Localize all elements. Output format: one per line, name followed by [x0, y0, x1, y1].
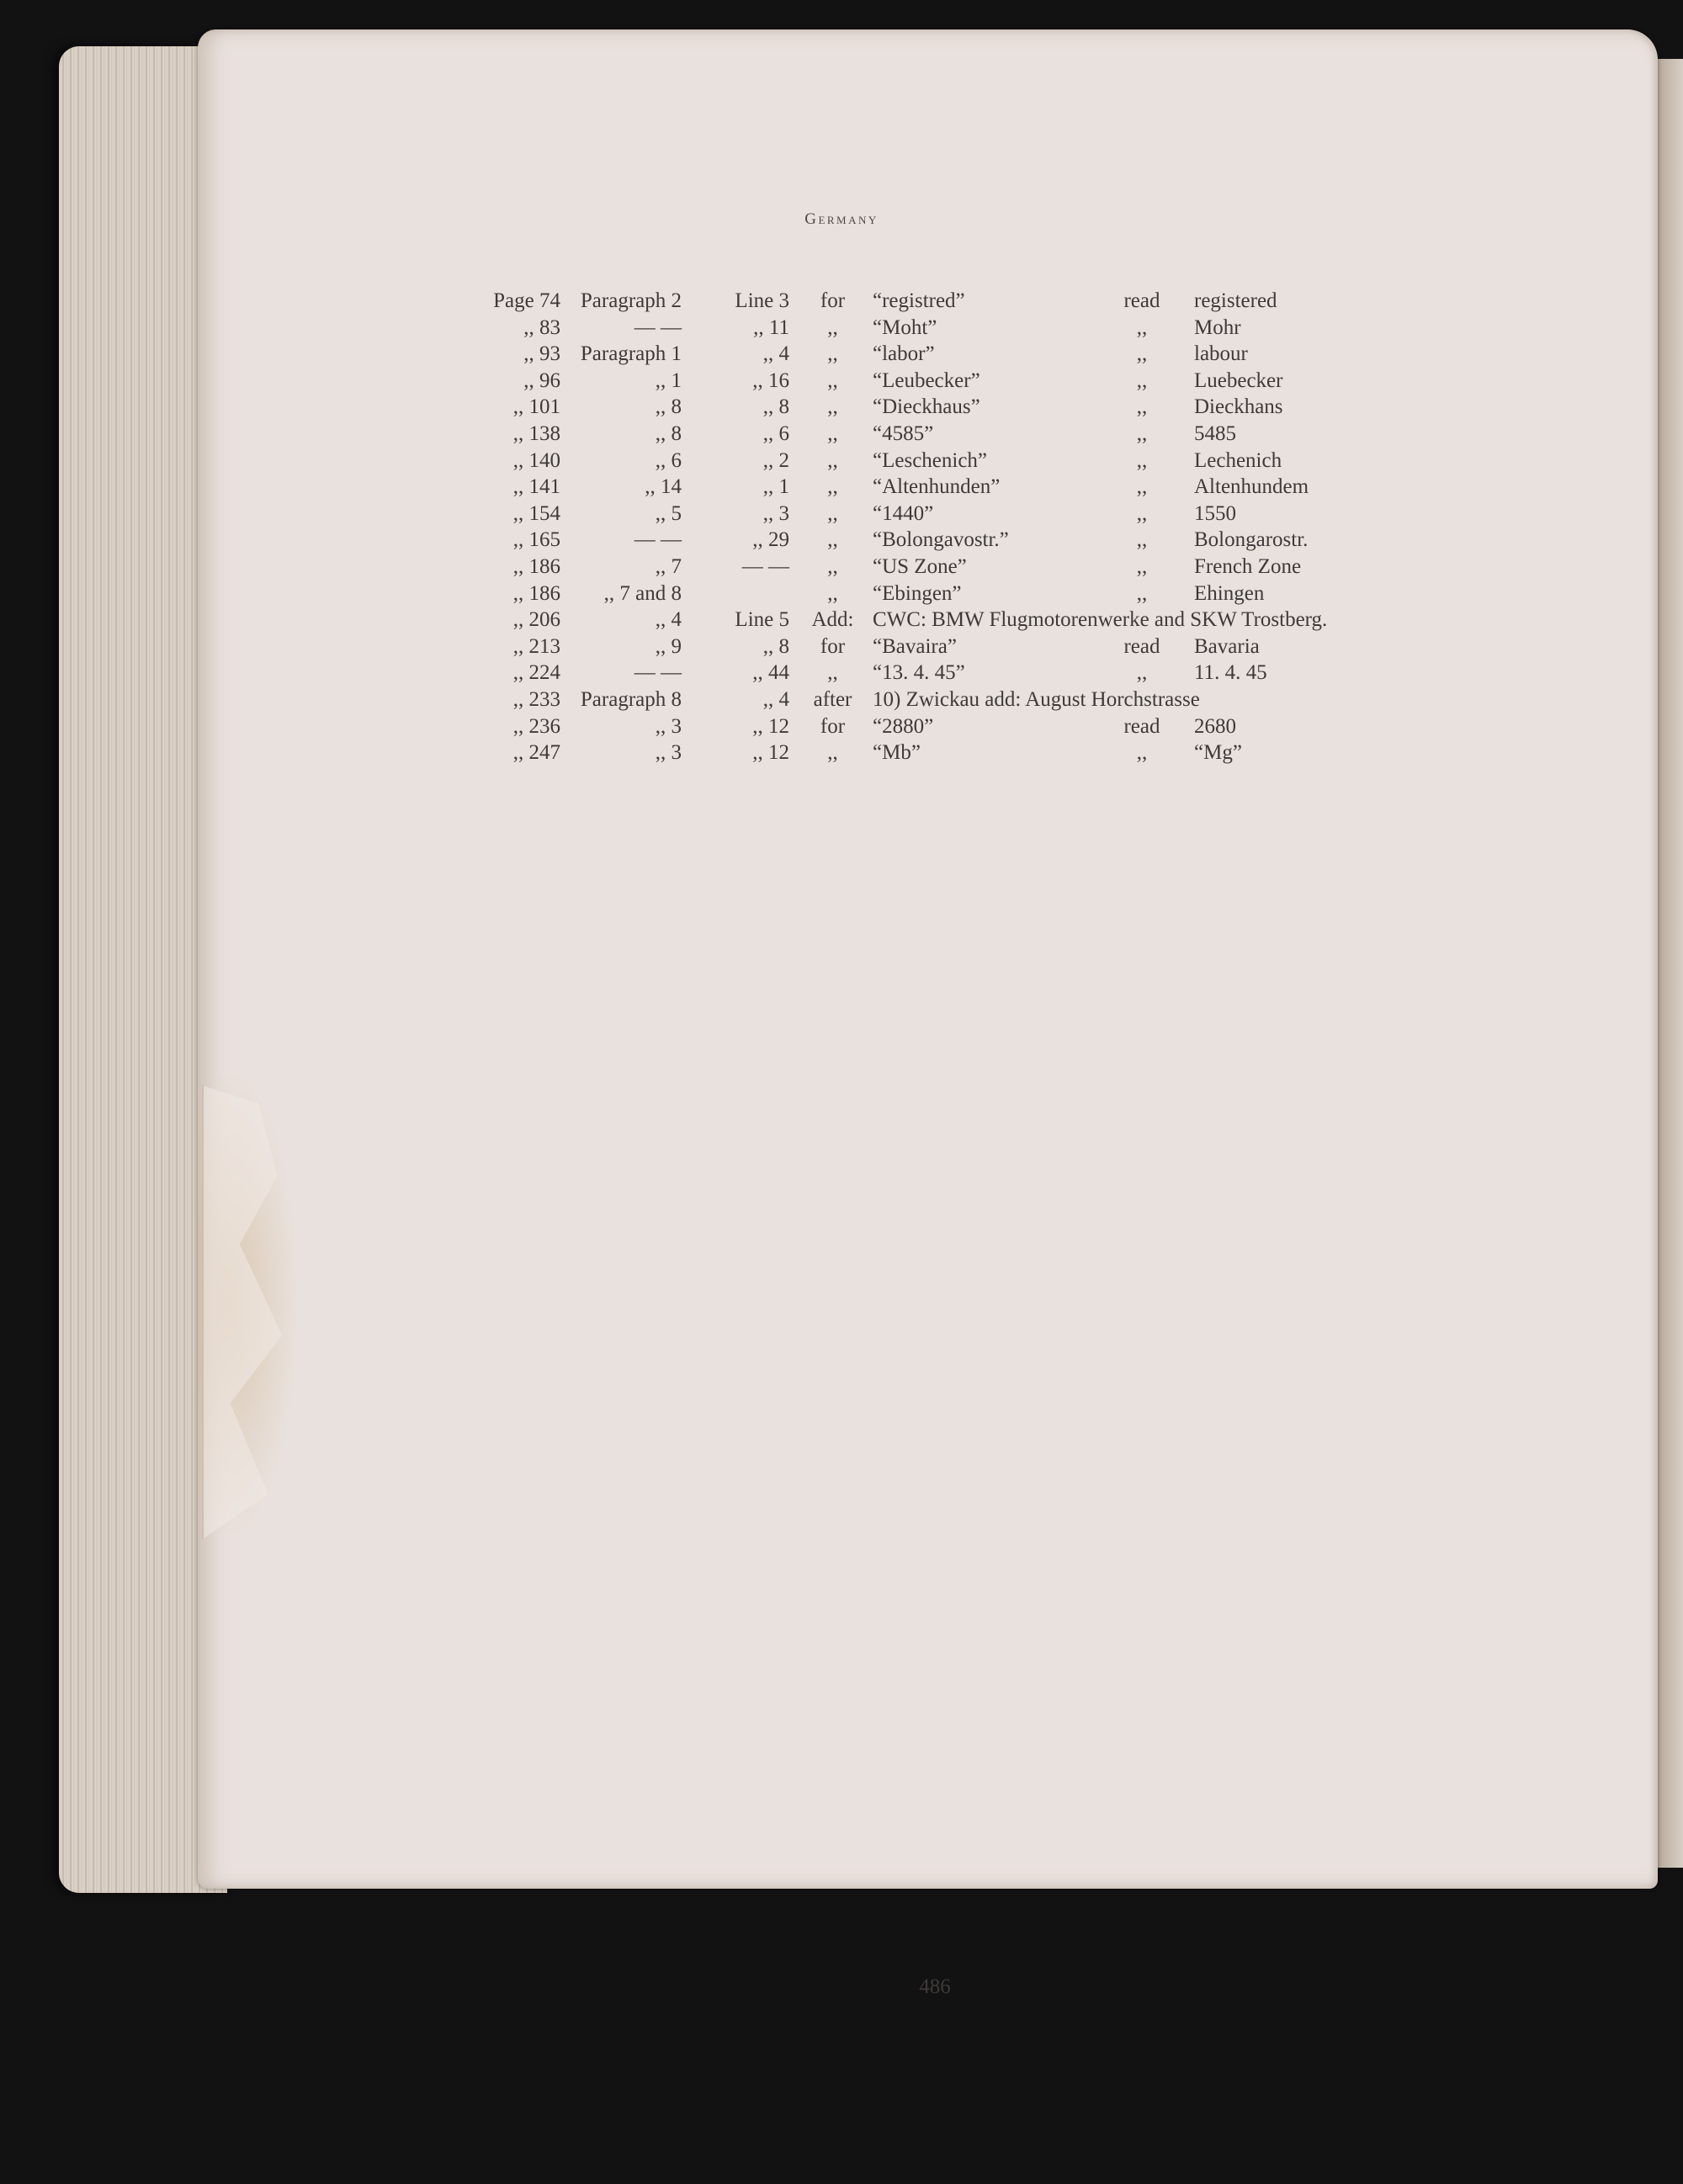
errata-line-ref: ,, 12 [752, 741, 789, 765]
running-header: Germany [804, 210, 879, 228]
errata-operation: ,, [827, 342, 838, 366]
errata-line-ref: ,, 12 [752, 714, 789, 738]
errata-incorrect-text: “1440” [873, 501, 934, 525]
errata-note: 10) Zwickau add: August Horchstrasse [873, 687, 1200, 711]
errata-line-ref: ,, 8 [762, 395, 789, 419]
errata-incorrect-text: “Moht” [873, 315, 937, 339]
errata-row [468, 739, 1327, 766]
errata-row [468, 713, 1327, 740]
errata-correct-text: Luebecker [1194, 368, 1283, 392]
errata-incorrect-text: “Leschenich” [873, 448, 988, 472]
errata-operation: ,, [827, 475, 838, 499]
errata-paragraph-ref: ,, 7 and 8 [603, 581, 682, 605]
errata-page-ref: ,, 186 [512, 554, 560, 578]
errata-paragraph-ref: — — [634, 528, 682, 552]
errata-page-ref: ,, 206 [512, 608, 560, 632]
errata-incorrect-text: “Ebingen” [873, 581, 962, 605]
errata-paragraph-ref: ,, 3 [655, 741, 682, 765]
errata-operation: ,, [827, 501, 838, 525]
errata-operation: ,, [827, 581, 838, 605]
errata-row [468, 315, 1327, 342]
errata-line-ref: ,, 4 [762, 342, 789, 366]
errata-row [468, 554, 1327, 580]
errata-row [468, 580, 1327, 607]
errata-note: CWC: BMW Flugmotorenwerke and SKW Trostberg. [873, 608, 1328, 632]
errata-paragraph-ref: ,, 1 [655, 368, 682, 392]
errata-read-word: ,, [1136, 395, 1148, 419]
errata-read-word: ,, [1136, 421, 1148, 445]
errata-row [468, 394, 1327, 421]
errata-operation: ,, [827, 315, 838, 339]
errata-page-ref: ,, 83 [523, 315, 560, 339]
errata-line-ref: ,, 11 [753, 315, 789, 339]
errata-operation: ,, [827, 554, 838, 578]
errata-correct-text: French Zone [1194, 554, 1302, 578]
errata-page-ref: ,, 138 [512, 421, 560, 445]
errata-correct-text: Lechenich [1194, 448, 1282, 472]
errata-incorrect-text: “Dieckhaus” [873, 395, 980, 419]
errata-read-word: ,, [1136, 501, 1148, 525]
errata-line-ref: — — [741, 554, 789, 578]
errata-incorrect-text: “Altenhunden” [873, 475, 1001, 499]
errata-line-ref: ,, 44 [752, 661, 789, 685]
errata-page-ref: ,, 140 [512, 448, 560, 472]
errata-correct-text: 11. 4. 45 [1194, 661, 1267, 685]
errata-row [468, 633, 1327, 660]
errata-read-word: read [1123, 714, 1160, 738]
errata-read-word: ,, [1136, 528, 1148, 552]
errata-paragraph-ref: ,, 9 [655, 634, 682, 658]
errata-read-word: ,, [1136, 661, 1148, 685]
errata-line-ref: ,, 3 [762, 501, 789, 525]
errata-read-word: ,, [1136, 741, 1148, 765]
errata-correct-text: 2680 [1194, 714, 1236, 738]
errata-row [468, 660, 1327, 686]
errata-operation: ,, [827, 741, 838, 765]
errata-incorrect-text: “13. 4. 45” [873, 661, 965, 685]
errata-correct-text: 5485 [1194, 421, 1236, 445]
errata-correct-text: Bolongarostr. [1194, 528, 1309, 552]
errata-correct-text: 1550 [1194, 501, 1236, 525]
errata-page-ref: ,, 233 [512, 687, 560, 711]
errata-line-ref: Line 5 [735, 608, 789, 632]
errata-read-word: read [1123, 634, 1160, 658]
errata-page-ref: ,, 224 [512, 661, 560, 685]
errata-page-ref: ,, 93 [523, 342, 560, 366]
errata-paragraph-ref: ,, 8 [655, 421, 682, 445]
errata-operation: ,, [827, 448, 838, 472]
errata-operation: ,, [827, 528, 838, 552]
errata-line-ref: ,, 6 [762, 421, 789, 445]
errata-operation: ,, [827, 421, 838, 445]
errata-table [468, 288, 1327, 766]
errata-read-word: ,, [1136, 581, 1148, 605]
errata-page-ref: ,, 186 [512, 581, 560, 605]
errata-correct-text: Altenhundem [1194, 475, 1309, 499]
errata-line-ref: ,, 8 [762, 634, 789, 658]
errata-page-ref: ,, 247 [512, 741, 560, 765]
errata-line-ref: ,, 29 [752, 528, 789, 552]
errata-paragraph-ref: ,, 4 [655, 608, 682, 632]
errata-operation: for [820, 634, 846, 658]
facing-page-edge [1658, 59, 1683, 1868]
errata-paragraph-ref: ,, 3 [655, 714, 682, 738]
errata-paragraph-ref: — — [634, 315, 682, 339]
errata-incorrect-text: “labor” [873, 342, 935, 366]
errata-page-ref: ,, 101 [512, 395, 560, 419]
errata-correct-text: “Mg” [1194, 741, 1242, 765]
errata-page-ref: ,, 213 [512, 634, 560, 658]
errata-correct-text: Mohr [1194, 315, 1241, 339]
errata-paragraph-ref: — — [634, 661, 682, 685]
errata-correct-text: Bavaria [1194, 634, 1260, 658]
errata-row [468, 607, 1327, 633]
errata-paragraph-ref: ,, 14 [645, 475, 682, 499]
errata-page-ref: ,, 141 [512, 475, 560, 499]
errata-row [468, 686, 1327, 713]
errata-line-ref: ,, 2 [762, 448, 789, 472]
errata-paragraph-ref: Paragraph 1 [580, 342, 682, 366]
errata-operation: ,, [827, 368, 838, 392]
errata-read-word: ,, [1136, 475, 1148, 499]
errata-row [468, 368, 1327, 395]
errata-paragraph-ref: Paragraph 8 [580, 687, 682, 711]
errata-operation: after [813, 687, 852, 711]
errata-page-ref: ,, 165 [512, 528, 560, 552]
errata-read-word: ,, [1136, 368, 1148, 392]
errata-line-ref: ,, 16 [752, 368, 789, 392]
errata-page-ref: ,, 154 [512, 501, 560, 525]
errata-correct-text: Ehingen [1194, 581, 1265, 605]
errata-paragraph-ref: Paragraph 2 [580, 289, 682, 312]
errata-incorrect-text: “2880” [873, 714, 934, 738]
errata-operation: Add: [811, 608, 854, 632]
errata-read-word: ,, [1136, 554, 1148, 578]
errata-row [468, 474, 1327, 501]
errata-correct-text: Dieckhans [1194, 395, 1283, 419]
errata-line-ref [690, 580, 801, 607]
errata-read-word: ,, [1136, 315, 1148, 339]
errata-row [468, 341, 1327, 368]
page-number: 486 [919, 1975, 951, 1998]
errata-incorrect-text: “US Zone” [873, 554, 967, 578]
errata-page-ref: Page 74 [493, 289, 560, 312]
errata-page-ref: ,, 96 [523, 368, 560, 392]
errata-line-ref: ,, 1 [762, 475, 789, 499]
errata-operation: for [820, 714, 846, 738]
errata-incorrect-text: “4585” [873, 421, 934, 445]
errata-line-ref: Line 3 [735, 289, 789, 312]
errata-read-word: ,, [1136, 448, 1148, 472]
errata-incorrect-text: “Bolongavostr.” [873, 528, 1009, 552]
errata-paragraph-ref: ,, 8 [655, 395, 682, 419]
errata-read-word: read [1123, 289, 1160, 312]
errata-correct-text: labour [1194, 342, 1248, 366]
errata-correct-text: registered [1194, 289, 1277, 312]
errata-incorrect-text: “registred” [873, 289, 965, 312]
errata-page-ref: ,, 236 [512, 714, 560, 738]
errata-row [468, 288, 1327, 315]
errata-row [468, 527, 1327, 554]
errata-paragraph-ref: ,, 5 [655, 501, 682, 525]
errata-row [468, 448, 1327, 474]
errata-line-ref: ,, 4 [762, 687, 789, 711]
errata-incorrect-text: “Mb” [873, 741, 921, 765]
errata-paragraph-ref: ,, 7 [655, 554, 682, 578]
errata-incorrect-text: “Leubecker” [873, 368, 980, 392]
errata-operation: ,, [827, 395, 838, 419]
errata-read-word: ,, [1136, 342, 1148, 366]
errata-paragraph-ref: ,, 6 [655, 448, 682, 472]
errata-incorrect-text: “Bavaira” [873, 634, 957, 658]
errata-row [468, 501, 1327, 527]
errata-row [468, 421, 1327, 448]
errata-operation: ,, [827, 661, 838, 685]
errata-operation: for [820, 289, 846, 312]
